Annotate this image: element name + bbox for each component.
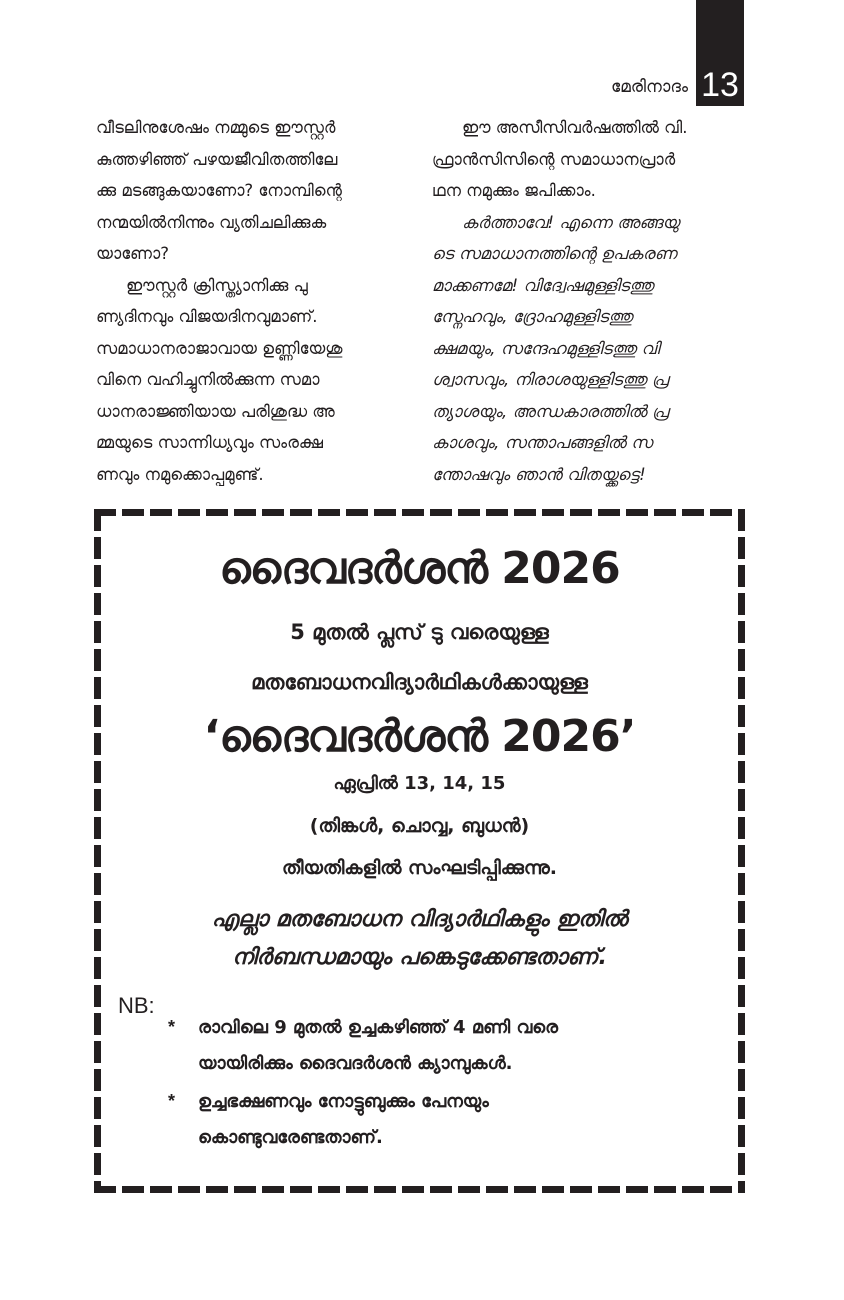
- text-line: കാശവും, സന്താപങ്ങളിൽ സ: [432, 433, 653, 452]
- text-line: യാണോ?: [96, 244, 170, 263]
- notice-content: [94, 509, 745, 1193]
- text-line: ണ്യദിനവും വിജയദിനവുമാണ്.: [96, 307, 318, 326]
- notice-subtitle-2: മതബോധനവിദ്യാർഥികൾക്കായുള്ള: [251, 670, 588, 694]
- text-line: ഈസ്റ്റർ ക്രിസ്ത്യാനിക്കു പു: [126, 275, 308, 295]
- text-line: ഈ അസീസിവർഷത്തിൽ വി.: [462, 118, 688, 137]
- text-line: ക്കു മടങ്ങുകയാണോ? നോമ്പിന്റെ: [96, 181, 342, 200]
- event-days: (തിങ്കൾ, ചൊവ്വ, ബുധൻ): [309, 815, 530, 837]
- nb-item: [168, 1009, 728, 1082]
- nb-label: NB:: [118, 993, 155, 1018]
- page-number-tab: [696, 0, 744, 106]
- text-line: ണവും നമുക്കൊപ്പമുണ്ട്.: [96, 464, 264, 484]
- event-notice-box: [94, 509, 745, 1193]
- text-line: വിനെ വഹിച്ചുനിൽക്കുന്ന സമാ: [96, 370, 320, 389]
- text-line: നന്മയിൽനിന്നും വ്യതിചലിക്കുക: [96, 212, 327, 232]
- text-line: ന്തോഷവും ഞാൻ വിതയ്ക്കട്ടെ!: [432, 464, 646, 484]
- page-number: 13: [701, 66, 739, 104]
- nb-item-text: യായിരിക്കും ദൈവദർശൻ ക്യാമ്പുകൾ.: [198, 1053, 513, 1074]
- peace-prayer: [432, 207, 744, 491]
- text-line: ഥന നമുക്കും ജപിക്കാം.: [432, 181, 596, 200]
- text-line: ത്യാശയും, അന്ധകാരത്തിൽ പ്ര: [432, 401, 669, 421]
- text-line: ടെ സമാധാനത്തിന്റെ ഉപകരണ: [432, 244, 677, 263]
- text-line: മ്മയുടെ സാന്നിധ്യവും സംരക്ഷ: [96, 433, 324, 452]
- text-line: ശ്വാസവും, നിരാശയുള്ളിടത്തു പ്ര: [432, 370, 669, 389]
- asterisk-bullet-icon: *: [168, 1017, 176, 1037]
- notice-subtitle-1: 5 മുതൽ പ്ലസ് ടു വരെയുള്ള: [290, 620, 549, 644]
- organizing-text: തീയതികളിൽ സംഘടിപ്പിക്കുന്നു.: [282, 857, 557, 879]
- article-right-column: [432, 112, 744, 490]
- nb-item-text: രാവിലെ 9 മുതൽ ഉച്ചകഴിഞ്ഞ് 4 മണി വരെ: [198, 1017, 558, 1038]
- nb-item-text: ഉച്ചഭക്ഷണവും നോട്ടുബുക്കും പേനയും: [198, 1091, 489, 1112]
- text-line: കർത്താവേ! എന്നെ അങ്ങയു: [462, 212, 680, 232]
- text-line: വീടലിനുശേഷം നമ്മുടെ ഈസ്റ്റർ: [96, 118, 336, 137]
- text-line: ഫ്രാൻസിസിന്റെ സമാധാനപ്രാർ: [432, 149, 676, 169]
- text-line: ധാനരാജ്ഞിയായ പരിശുദ്ധ അ: [96, 401, 335, 421]
- article-left-column: [96, 112, 408, 490]
- text-line: കുത്തഴിഞ്ഞ് പഴയജീവിതത്തിലേ: [96, 149, 338, 169]
- right-paragraph-1: [432, 112, 744, 207]
- event-dates: ഏപ്രിൽ 13, 14, 15: [333, 773, 506, 794]
- text-line: ക്ഷമയും, സന്ദേഹമുള്ളിടത്തു വി: [432, 338, 660, 358]
- nb-item-text: കൊണ്ടുവരേണ്ടതാണ്.: [198, 1127, 383, 1148]
- mandatory-attendance-text: [94, 901, 745, 977]
- notice-title: ദൈവദർശൻ 2026: [219, 543, 620, 594]
- text-line: മാക്കണമേ! വിദ്വേഷമുള്ളിടത്തു: [432, 275, 654, 295]
- text-line: സമാധാനരാജാവായ ഉണ്ണിയേശു: [96, 338, 343, 358]
- nb-item: [168, 1083, 728, 1156]
- asterisk-bullet-icon: *: [168, 1091, 176, 1111]
- text-line: എല്ലാ മതബോധന വിദ്യാർഥികളും ഇതിൽ: [211, 907, 628, 932]
- left-paragraph-1: [96, 112, 408, 270]
- text-line: സ്നേഹവും, ദ്രോഹമുള്ളിടത്തു: [432, 307, 633, 326]
- running-title: മേരിനാദം: [611, 77, 688, 97]
- notice-quoted-title: ‘ദൈവദർശൻ 2026’: [203, 711, 636, 762]
- left-paragraph-2: [96, 270, 408, 491]
- text-line: നിർബന്ധമായും പങ്കെടുക്കേണ്ടതാണ്.: [232, 945, 607, 970]
